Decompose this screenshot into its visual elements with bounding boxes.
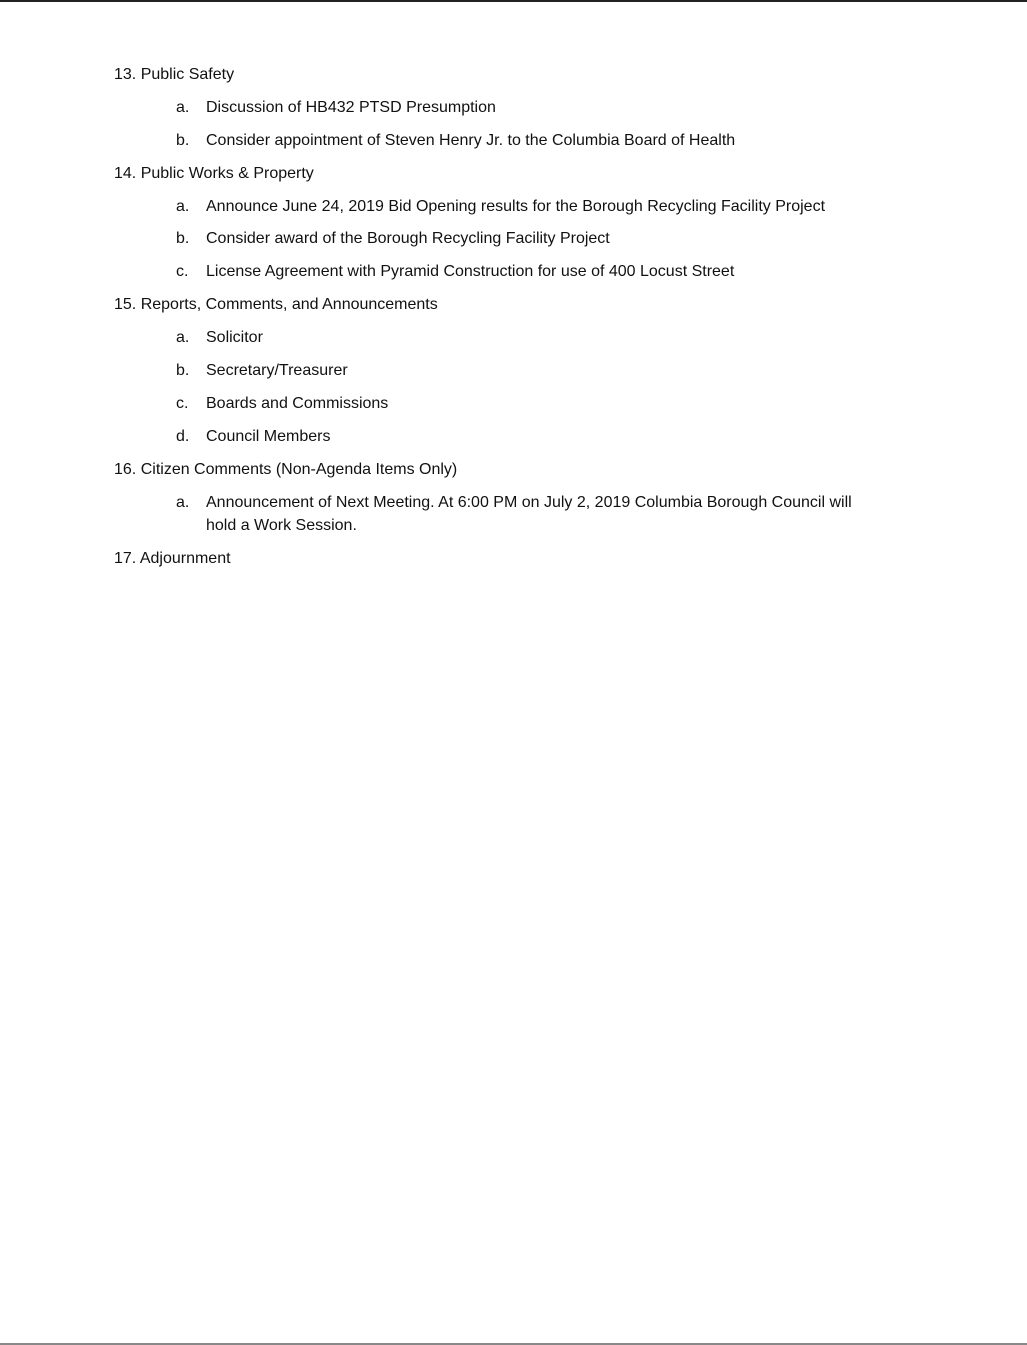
- sub-item-letter: b.: [176, 132, 190, 149]
- sub-item-text-continued: hold a Work Session.: [206, 517, 357, 534]
- item-title: Reports, Comments, and Announcements: [140, 296, 438, 313]
- item-number: 16.: [114, 461, 137, 478]
- sub-item-letter: c.: [176, 395, 189, 412]
- sub-item-letter: d.: [176, 428, 190, 445]
- sub-item-text: License Agreement with Pyramid Construction for use of 400 Locust Street: [206, 263, 735, 280]
- sub-item-text: Solicitor: [206, 329, 263, 346]
- agenda-item-15: [114, 295, 438, 315]
- sub-item-text: Boards and Commissions: [206, 395, 389, 412]
- sub-item-text: Discussion of HB432 PTSD Presumption: [206, 99, 496, 116]
- sub-item-text: Consider award of the Borough Recycling Facility Project: [206, 230, 610, 247]
- sub-item-letter: a.: [176, 494, 190, 511]
- agenda-item-16: [114, 460, 457, 480]
- item-number: 13.: [114, 66, 137, 83]
- sub-item-text: Announcement of Next Meeting. At 6:00 PM on July 2, 2019 Columbia Borough Council will: [206, 494, 852, 511]
- item-title: Public Works & Property: [140, 165, 314, 182]
- item-title: Citizen Comments (Non-Agenda Items Only): [140, 461, 458, 478]
- item-title: Adjournment: [139, 550, 231, 567]
- item-number: 14.: [114, 165, 137, 182]
- sub-item-text: Council Members: [206, 428, 331, 445]
- agenda-item-14: [114, 164, 314, 184]
- sub-item-letter: b.: [176, 230, 190, 247]
- sub-item-text: Announce June 24, 2019 Bid Opening results for the Borough Recycling Facility Project: [206, 198, 826, 215]
- sub-item-letter: b.: [176, 362, 190, 379]
- sub-item-text: Consider appointment of Steven Henry Jr. to the Columbia Board of Health: [206, 132, 736, 149]
- agenda-item-17: [114, 549, 231, 569]
- sub-item-letter: c.: [176, 263, 189, 280]
- item-title: Public Safety: [140, 66, 235, 83]
- item-number: 15.: [114, 296, 137, 313]
- sub-item-text: Secretary/Treasurer: [206, 362, 348, 379]
- sub-item-letter: a.: [176, 198, 190, 215]
- agenda-item-13: [114, 65, 234, 85]
- sub-item-letter: a.: [176, 329, 190, 346]
- sub-item-letter: a.: [176, 99, 190, 116]
- item-number: 17.: [114, 550, 137, 567]
- page-top-border: [0, 0, 1027, 2]
